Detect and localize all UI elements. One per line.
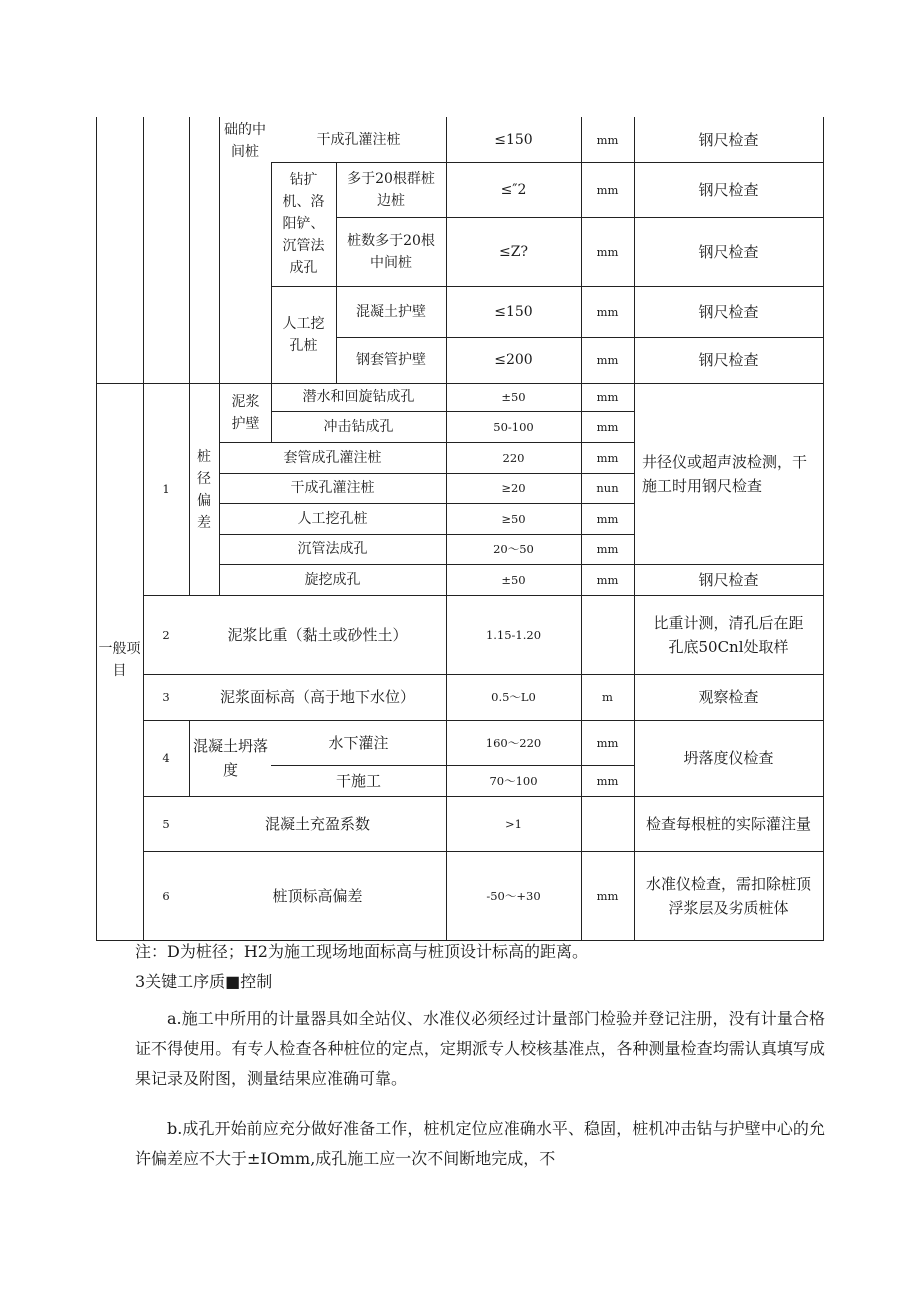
drill-group-label: 钻扩机、洛阳铲、沉管法成孔 bbox=[282, 172, 325, 276]
cell-unit: mm bbox=[596, 132, 619, 147]
cell-method: 观察检查 bbox=[698, 688, 759, 706]
cell-value: ≤″2 bbox=[500, 181, 527, 198]
cell-method: 钢尺检查 bbox=[698, 130, 759, 149]
row-value: 20～50 bbox=[493, 542, 534, 556]
row-unit: mm bbox=[596, 773, 619, 788]
row-unit: mm bbox=[596, 572, 619, 587]
cell-method: 井径仪或超声波检测，干施工时用钢尺检查 bbox=[642, 452, 808, 495]
row-value: 160～220 bbox=[485, 735, 542, 750]
cell-value: ≤Z? bbox=[499, 243, 528, 260]
item-value: -50～+30 bbox=[486, 888, 541, 903]
paragraph-a: a.施工中所用的计量器具如全站仪、水准仪必须经过计量部门检验并登记注册，没有计量合格证不得使用。有专人检查各种桩位的定点，定期派专人校核基准点，各种测量检查均需认真填写成果记录及附图，测量结果应准确可靠。 bbox=[135, 1009, 825, 1088]
cell-value: ≤200 bbox=[494, 352, 533, 368]
row-name: 沉管法成孔 bbox=[297, 541, 368, 557]
cell-method: 比重计测，清孔后在距孔底50Cnl处取样 bbox=[653, 613, 804, 656]
item-name: 泥浆比重（黏土或砂性土） bbox=[227, 625, 408, 644]
cell-method: 水准仪检查，需扣除桩顶浮浆层及劣质桩体 bbox=[645, 874, 811, 917]
row-value: ±50 bbox=[501, 390, 526, 404]
item-unit: m bbox=[602, 690, 613, 704]
cell-method: 坍落度仪检查 bbox=[683, 749, 774, 767]
row-name: 潜水和回旋钻成孔 bbox=[302, 389, 415, 405]
item-unit: mm bbox=[596, 888, 619, 903]
table-note: 注：D为桩径；H2为施工现场地面标高与桩顶设计标高的距离。 bbox=[135, 942, 588, 961]
cell-name: 钢套管护壁 bbox=[356, 352, 426, 368]
row-name: 干施工 bbox=[335, 771, 381, 790]
cell-method: 钢尺检查 bbox=[698, 242, 759, 261]
cell-name: 多于20根群桩边桩 bbox=[347, 170, 435, 209]
item-value: >1 bbox=[505, 816, 522, 831]
row-unit: mm bbox=[596, 390, 619, 404]
cell-method: 钢尺检查 bbox=[698, 302, 759, 321]
category-label: 一般项目 bbox=[98, 641, 141, 679]
section-heading: 3关键工序质■控制 bbox=[135, 972, 273, 991]
manual-group-label: 人工挖孔桩 bbox=[282, 315, 325, 354]
item-value: 0.5～L0 bbox=[491, 690, 536, 704]
row-name: 冲击钻成孔 bbox=[323, 418, 394, 435]
cell-method: 钢尺检查 bbox=[698, 180, 759, 199]
row-unit: mm bbox=[596, 735, 619, 750]
row-value: 50-100 bbox=[493, 419, 534, 434]
item-unit bbox=[581, 796, 634, 851]
item-number: 5 bbox=[162, 816, 170, 831]
cell-value: ≤150 bbox=[494, 303, 533, 320]
mud-group-label: 泥浆护壁 bbox=[231, 393, 260, 432]
group-label: 础的中间桩 bbox=[224, 122, 266, 160]
row-name: 套管成孔灌注桩 bbox=[283, 449, 382, 466]
item-value: 1.15-1.20 bbox=[485, 627, 542, 642]
paragraph-b: b.成孔开始前应充分做好准备工作，桩机定位应准确水平、稳固，桩机冲击钻与护壁中心的允许偏差应不大于±IOmm,成孔施工应一次不间断地完成，不 bbox=[135, 1119, 825, 1168]
item-name: 混凝土充盈系数 bbox=[264, 814, 370, 833]
row-value: ≥50 bbox=[501, 511, 526, 526]
item-number: 2 bbox=[162, 627, 170, 642]
item-name: 桩顶标高偏差 bbox=[272, 886, 363, 905]
cell-method: 钢尺检查 bbox=[698, 351, 759, 369]
cell-unit: mm bbox=[596, 244, 619, 259]
cell-name: 桩数多于20根中间桩 bbox=[347, 232, 435, 271]
row-value: 70～100 bbox=[489, 773, 538, 788]
row-value: 220 bbox=[502, 450, 525, 465]
cell-method: 检查每根桩的实际灌注量 bbox=[645, 814, 811, 833]
row-name: 水下灌注 bbox=[328, 733, 389, 752]
item-number: 3 bbox=[162, 690, 170, 704]
row-unit: mm bbox=[596, 542, 619, 556]
item-name: 泥浆面标高（高于地下水位） bbox=[219, 688, 415, 706]
item-unit bbox=[581, 595, 634, 674]
item-number: 6 bbox=[162, 888, 170, 903]
cell-name: 干成孔灌注桩 bbox=[316, 131, 401, 148]
row-name: 人工挖孔桩 bbox=[297, 510, 368, 527]
cell-name: 混凝土护壁 bbox=[356, 303, 426, 320]
row-value: ±50 bbox=[501, 572, 526, 587]
row-unit: nun bbox=[596, 481, 619, 495]
row-unit: mm bbox=[596, 450, 619, 465]
item-name: 混凝土坍落度 bbox=[192, 737, 268, 779]
row-unit: mm bbox=[596, 419, 619, 434]
row-value: ≥20 bbox=[501, 481, 526, 495]
row-name: 干成孔灌注桩 bbox=[290, 480, 375, 496]
item-number: 4 bbox=[162, 751, 170, 765]
cell-value: ≤150 bbox=[494, 131, 533, 148]
cell-unit: mm bbox=[596, 353, 619, 367]
row-unit: mm bbox=[596, 511, 619, 526]
item-title: 桩径偏差 bbox=[197, 449, 211, 531]
cell-unit: mm bbox=[596, 304, 619, 319]
cell-method: 钢尺检查 bbox=[698, 570, 759, 589]
row-name: 旋挖成孔 bbox=[304, 571, 361, 588]
cell-unit: mm bbox=[596, 182, 619, 197]
item-number: 1 bbox=[162, 482, 170, 496]
